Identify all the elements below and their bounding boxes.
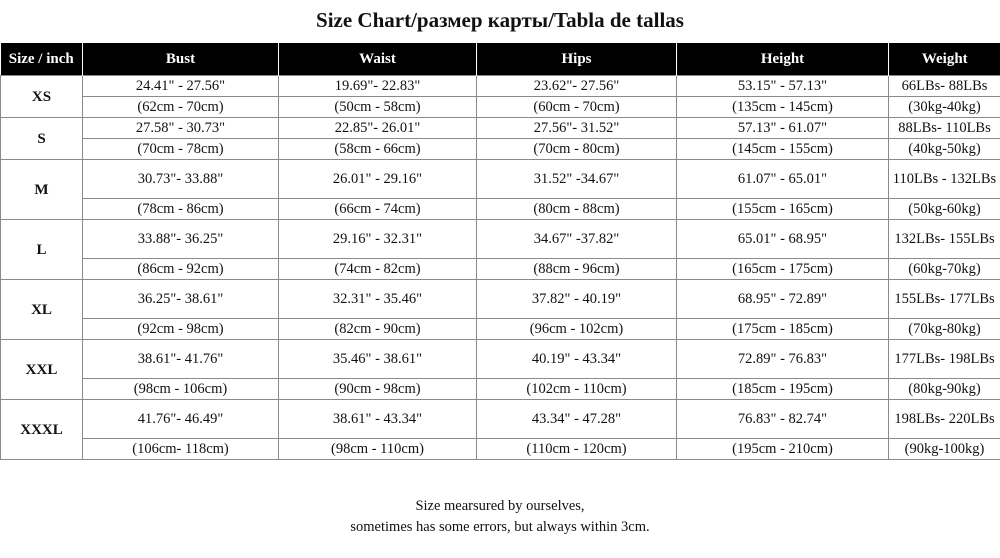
hips-inch: 43.34" - 47.28" — [477, 400, 677, 439]
waist-cm: (90cm - 98cm) — [279, 379, 477, 400]
waist-inch: 32.31" - 35.46" — [279, 280, 477, 319]
height-cm: (135cm - 145cm) — [677, 97, 889, 118]
bust-inch: 27.58" - 30.73" — [83, 118, 279, 139]
height-inch: 53.15" - 57.13" — [677, 76, 889, 97]
bust-inch: 41.76"- 46.49" — [83, 400, 279, 439]
weight-lbs: 110LBs - 132LBs — [889, 160, 1000, 199]
table-row — [1, 76, 1000, 97]
height-inch: 61.07" - 65.01" — [677, 160, 889, 199]
hips-cm: (96cm - 102cm) — [477, 319, 677, 340]
weight-lbs: 155LBs- 177LBs — [889, 280, 1000, 319]
bust-cm: (62cm - 70cm) — [83, 97, 279, 118]
header-weight: Weight — [889, 43, 1000, 76]
waist-inch: 29.16" - 32.31" — [279, 220, 477, 259]
table-row — [1, 319, 1000, 340]
hips-inch: 31.52" -34.67" — [477, 160, 677, 199]
height-inch: 72.89" - 76.83" — [677, 340, 889, 379]
height-inch: 68.95" - 72.89" — [677, 280, 889, 319]
bust-inch: 36.25"- 38.61" — [83, 280, 279, 319]
size-label: S — [1, 118, 83, 160]
hips-inch: 23.62"- 27.56" — [477, 76, 677, 97]
height-cm: (195cm - 210cm) — [677, 439, 889, 460]
hips-inch: 37.82" - 40.19" — [477, 280, 677, 319]
size-label: XXXL — [1, 400, 83, 460]
weight-kg: (30kg-40kg) — [889, 97, 1000, 118]
table-row — [1, 139, 1000, 160]
weight-lbs: 88LBs- 110LBs — [889, 118, 1000, 139]
table-row — [1, 220, 1000, 259]
bust-inch: 33.88"- 36.25" — [83, 220, 279, 259]
measurement-note-line-2: sometimes has some errors, but always within 3cm. — [350, 519, 650, 535]
hips-cm: (102cm - 110cm) — [477, 379, 677, 400]
bust-cm: (78cm - 86cm) — [83, 199, 279, 220]
hips-inch: 40.19" - 43.34" — [477, 340, 677, 379]
hips-cm: (80cm - 88cm) — [477, 199, 677, 220]
waist-inch: 35.46" - 38.61" — [279, 340, 477, 379]
waist-cm: (58cm - 66cm) — [279, 139, 477, 160]
table-row — [1, 259, 1000, 280]
height-inch: 76.83" - 82.74" — [677, 400, 889, 439]
bust-cm: (92cm - 98cm) — [83, 319, 279, 340]
header-height: Height — [677, 43, 889, 76]
page-title: Size Chart/размер карты/Tabla de tallas — [316, 8, 684, 32]
height-inch: 65.01" - 68.95" — [677, 220, 889, 259]
bust-cm: (70cm - 78cm) — [83, 139, 279, 160]
height-cm: (155cm - 165cm) — [677, 199, 889, 220]
table-row — [1, 439, 1000, 460]
waist-inch: 19.69"- 22.83" — [279, 76, 477, 97]
height-inch: 57.13" - 61.07" — [677, 118, 889, 139]
size-label: M — [1, 160, 83, 220]
table-row — [1, 379, 1000, 400]
weight-kg: (90kg-100kg) — [889, 439, 1000, 460]
table-row — [1, 160, 1000, 199]
hips-cm: (88cm - 96cm) — [477, 259, 677, 280]
hips-cm: (70cm - 80cm) — [477, 139, 677, 160]
table-row — [1, 280, 1000, 319]
header-row — [1, 43, 1000, 76]
size-label: XXL — [1, 340, 83, 400]
hips-inch: 27.56"- 31.52" — [477, 118, 677, 139]
size-label: L — [1, 220, 83, 280]
waist-cm: (66cm - 74cm) — [279, 199, 477, 220]
weight-lbs: 177LBs- 198LBs — [889, 340, 1000, 379]
bust-inch: 30.73"- 33.88" — [83, 160, 279, 199]
header-hips: Hips — [477, 43, 677, 76]
measurement-note-line-1: Size mearsured by ourselves, — [415, 498, 585, 514]
table-row — [1, 340, 1000, 379]
bust-inch: 38.61"- 41.76" — [83, 340, 279, 379]
hips-cm: (60cm - 70cm) — [477, 97, 677, 118]
hips-inch: 34.67" -37.82" — [477, 220, 677, 259]
weight-lbs: 66LBs- 88LBs — [889, 76, 1000, 97]
weight-kg: (80kg-90kg) — [889, 379, 1000, 400]
height-cm: (145cm - 155cm) — [677, 139, 889, 160]
header-bust: Bust — [83, 43, 279, 76]
waist-cm: (98cm - 110cm) — [279, 439, 477, 460]
bust-cm: (106cm- 118cm) — [83, 439, 279, 460]
table-row — [1, 118, 1000, 139]
weight-lbs: 198LBs- 220LBs — [889, 400, 1000, 439]
weight-kg: (50kg-60kg) — [889, 199, 1000, 220]
weight-kg: (40kg-50kg) — [889, 139, 1000, 160]
bust-cm: (98cm - 106cm) — [83, 379, 279, 400]
header-waist: Waist — [279, 43, 477, 76]
bust-cm: (86cm - 92cm) — [83, 259, 279, 280]
hips-cm: (110cm - 120cm) — [477, 439, 677, 460]
table-row — [1, 199, 1000, 220]
header-size: Size / inch — [1, 43, 83, 76]
weight-lbs: 132LBs- 155LBs — [889, 220, 1000, 259]
waist-cm: (82cm - 90cm) — [279, 319, 477, 340]
height-cm: (185cm - 195cm) — [677, 379, 889, 400]
bust-inch: 24.41" - 27.56" — [83, 76, 279, 97]
size-label: XS — [1, 76, 83, 118]
height-cm: (175cm - 185cm) — [677, 319, 889, 340]
table-row — [1, 400, 1000, 439]
waist-cm: (50cm - 58cm) — [279, 97, 477, 118]
waist-cm: (74cm - 82cm) — [279, 259, 477, 280]
height-cm: (165cm - 175cm) — [677, 259, 889, 280]
size-chart-table — [0, 43, 1000, 460]
weight-kg: (70kg-80kg) — [889, 319, 1000, 340]
size-label: XL — [1, 280, 83, 340]
table-row — [1, 97, 1000, 118]
weight-kg: (60kg-70kg) — [889, 259, 1000, 280]
waist-inch: 22.85"- 26.01" — [279, 118, 477, 139]
waist-inch: 38.61" - 43.34" — [279, 400, 477, 439]
waist-inch: 26.01" - 29.16" — [279, 160, 477, 199]
